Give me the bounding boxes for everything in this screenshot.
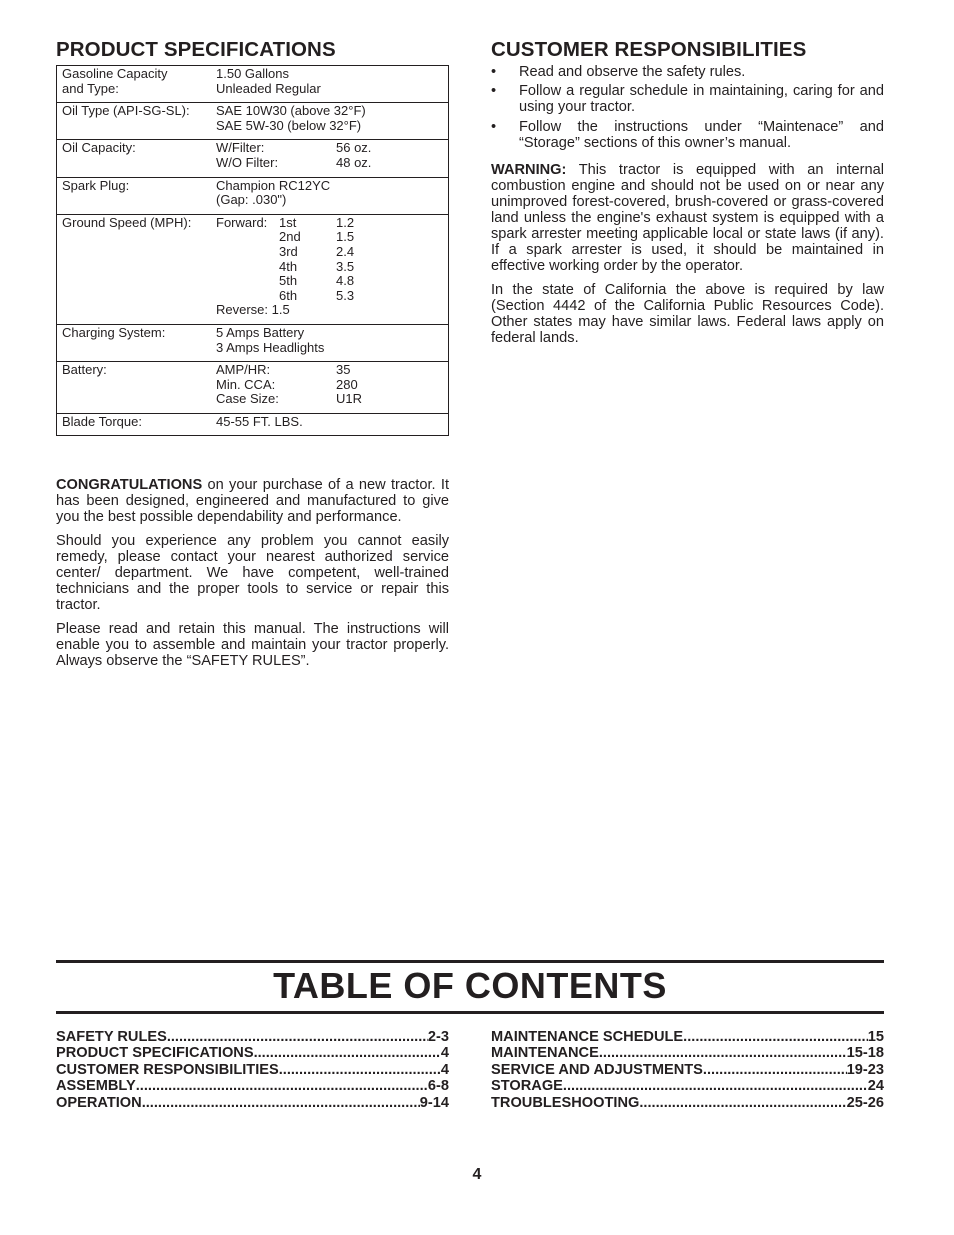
- toc-entry-page: 15: [867, 1029, 884, 1045]
- warning-lead: WARNING:: [491, 162, 567, 179]
- spec-row-charging: [57, 324, 449, 361]
- spec-value: SAE 10W30 (above 32°F): [216, 103, 366, 119]
- toc-entry-title: STORAGE: [491, 1078, 563, 1095]
- toc-entry-maintenance-schedule[interactable]: [491, 1029, 884, 1045]
- speed-mph: 1.2: [336, 214, 355, 230]
- list-item: [491, 119, 884, 151]
- toc-entry-page: 19-23: [846, 1061, 884, 1078]
- spec-key: W/O Filter:: [216, 154, 279, 170]
- responsibilities-list: [491, 64, 884, 151]
- congratulations-lead: CONGRATULATIONS: [56, 477, 203, 494]
- spec-row-blade-torque: [57, 413, 449, 436]
- spec-label: Spark Plug:: [57, 177, 211, 214]
- toc-leader: [254, 1045, 441, 1061]
- spec-label: Gasoline Capacity: [62, 66, 168, 81]
- toc-entry-service-and-adjustments[interactable]: [491, 1062, 884, 1078]
- spec-row-spark-plug: [57, 177, 449, 214]
- list-item: [491, 83, 884, 115]
- toc-left-column: [56, 1029, 449, 1111]
- spec-row-gasoline: [57, 66, 449, 103]
- speed-gear: 1st: [279, 214, 297, 230]
- toc-entry-product-specifications[interactable]: [56, 1045, 449, 1061]
- spec-value: Unleaded Regular: [216, 80, 321, 96]
- toc-leader: [563, 1078, 868, 1094]
- toc-entry-page: 9-14: [419, 1094, 449, 1111]
- toc-leader: [142, 1095, 420, 1111]
- toc-entry-page: 25-26: [846, 1094, 884, 1111]
- spec-row-battery: [57, 362, 449, 414]
- speed-gear: 2nd: [279, 229, 301, 245]
- toc-entry-title: OPERATION: [56, 1094, 142, 1111]
- toc-entry-customer-responsibilities[interactable]: [56, 1062, 449, 1078]
- toc-entry-title: MAINTENANCE SCHEDULE: [491, 1029, 684, 1045]
- toc-entry-title: PRODUCT SPECIFICATIONS: [56, 1045, 254, 1062]
- spec-label: Blade Torque:: [57, 413, 211, 436]
- bullet-icon: •: [491, 118, 497, 135]
- spec-value: 45-55 FT. LBS.: [210, 413, 449, 436]
- toc-entry-storage[interactable]: [491, 1078, 884, 1094]
- speed-mph: 2.4: [336, 243, 355, 259]
- list-item: [491, 64, 884, 80]
- speed-mph: 5.3: [336, 287, 355, 303]
- toc-entry-title: CUSTOMER RESPONSIBILITIES: [56, 1061, 279, 1078]
- spec-key: Min. CCA:: [216, 376, 276, 392]
- speed-gear: 5th: [279, 273, 298, 289]
- speed-mph: 3.5: [336, 258, 355, 274]
- speed-gear: 3rd: [279, 243, 298, 259]
- bullet-icon: •: [491, 83, 497, 100]
- right-column: [491, 36, 884, 354]
- toc-entry-title: MAINTENANCE: [491, 1045, 599, 1062]
- spec-label: Oil Type (API-SG-SL):: [57, 103, 211, 140]
- spec-key: Case Size:: [216, 391, 279, 407]
- toc-leader: [136, 1078, 428, 1094]
- toc-entry-troubleshooting[interactable]: [491, 1095, 884, 1111]
- spec-value: 1.50 Gallons: [216, 66, 289, 81]
- customer-responsibilities-heading: CUSTOMER RESPONSIBILITIES: [491, 38, 807, 61]
- specifications-table: [56, 65, 449, 436]
- spec-key: AMP/HR:: [216, 362, 271, 378]
- speed-mph: 4.8: [336, 273, 355, 289]
- warning-paragraph: [491, 162, 884, 274]
- page-number: 4: [472, 1166, 482, 1183]
- toc-entry-page: 24: [867, 1078, 884, 1095]
- warning-text: This tractor is equipped with an internal combustion engine and should not be used on or near any unimproved forest-covered, brush-covered or grass-covered land unless the engine's exhaust system is equipped with a spark arrester meeting applicable local or state laws (if any). If a spark arrester is used, it should be maintained in effective working order by the operator.: [491, 162, 884, 275]
- toc-entry-operation[interactable]: [56, 1095, 449, 1111]
- toc-entry-page: 2-3: [427, 1029, 449, 1045]
- spec-value: 48 oz.: [336, 154, 372, 170]
- spec-value: (Gap: .030"): [216, 192, 287, 208]
- spec-label: Battery:: [57, 362, 211, 414]
- toc-leader: [683, 1029, 868, 1045]
- speed-mph: 1.5: [336, 229, 355, 245]
- toc-entry-page: 4: [440, 1061, 449, 1078]
- spec-row-ground-speed: [57, 214, 449, 324]
- toc-leader: [279, 1062, 441, 1078]
- toc-entry-maintenance[interactable]: [491, 1045, 884, 1061]
- speed-reverse: Reverse: 1.5: [216, 302, 290, 318]
- toc-entry-page: 4: [440, 1045, 449, 1062]
- congratulations-paragraph: [56, 477, 449, 525]
- intro-section: [56, 477, 449, 669]
- toc-leader: [639, 1095, 846, 1111]
- spec-value: SAE 5W-30 (below 32°F): [216, 117, 362, 133]
- toc-entry-title: SAFETY RULES: [56, 1029, 167, 1045]
- toc-entry-title: SERVICE AND ADJUSTMENTS: [491, 1061, 703, 1078]
- toc-leader: [167, 1029, 428, 1045]
- problem-paragraph: Should you experience any problem you cannot easily remedy, please contact your nearest authorized service center/ department. We have competent, well-trained technicians and the proper tools to service or repair this tractor.: [56, 533, 449, 614]
- spec-row-oil-type: [57, 103, 449, 140]
- toc-leader: [599, 1045, 847, 1061]
- spec-row-oil-capacity: [57, 140, 449, 177]
- congratulations-text: on your purchase of a new tractor. It has been designed, engineered and manufactured to give you the best possible dependability and performance.: [56, 477, 449, 526]
- spec-value: 35: [336, 362, 351, 378]
- spec-value: 280: [336, 376, 358, 392]
- spec-value: 3 Amps Headlights: [216, 339, 325, 355]
- list-item-text: Follow the instructions under “Maintenace” and “Storage” sections of this owner’s manual.: [519, 118, 884, 151]
- product-specifications-heading: PRODUCT SPECIFICATIONS: [56, 38, 336, 61]
- toc-entry-title: TROUBLESHOOTING: [491, 1094, 640, 1111]
- spec-value: Champion RC12YC: [216, 177, 331, 193]
- left-column: [56, 36, 449, 677]
- toc-leader: [703, 1062, 847, 1078]
- toc-entry-page: 6-8: [427, 1078, 449, 1095]
- speed-forward-label: Forward:: [216, 214, 268, 230]
- speed-gear: 6th: [279, 287, 298, 303]
- spec-value: 5 Amps Battery: [216, 324, 305, 340]
- toc-bottom-rule: [56, 1011, 884, 1014]
- toc-entry-page: 15-18: [846, 1045, 884, 1062]
- spec-key: W/Filter:: [216, 140, 265, 156]
- spec-value: U1R: [336, 391, 363, 407]
- california-paragraph: In the state of California the above is required by law (Section 4442 of the California Public Resources Code). Other states may have similar laws. Federal laws apply on federal lands.: [491, 282, 884, 347]
- spec-label: Charging System:: [57, 324, 211, 361]
- list-item-text: Read and observe the safety rules.: [519, 64, 746, 80]
- spec-label: Ground Speed (MPH):: [57, 214, 211, 324]
- toc-right-column: [491, 1029, 884, 1111]
- toc-entry-title: ASSEMBLY: [56, 1078, 136, 1095]
- spec-label: Oil Capacity:: [57, 140, 211, 177]
- speed-gear: 4th: [279, 258, 298, 274]
- spec-value: 56 oz.: [336, 140, 372, 156]
- toc-entry-assembly[interactable]: [56, 1078, 449, 1094]
- retain-paragraph: Please read and retain this manual. The instructions will enable you to assemble and maintain your tractor properly. Always observe the “SAFETY RULES”.: [56, 621, 449, 670]
- bullet-icon: •: [491, 64, 497, 80]
- toc-entry-safety-rules[interactable]: [56, 1029, 449, 1045]
- spec-label: and Type:: [62, 80, 119, 96]
- toc-title: TABLE OF CONTENTS: [273, 965, 667, 1006]
- list-item-text: Follow a regular schedule in maintaining, caring for and using your tractor.: [519, 83, 884, 116]
